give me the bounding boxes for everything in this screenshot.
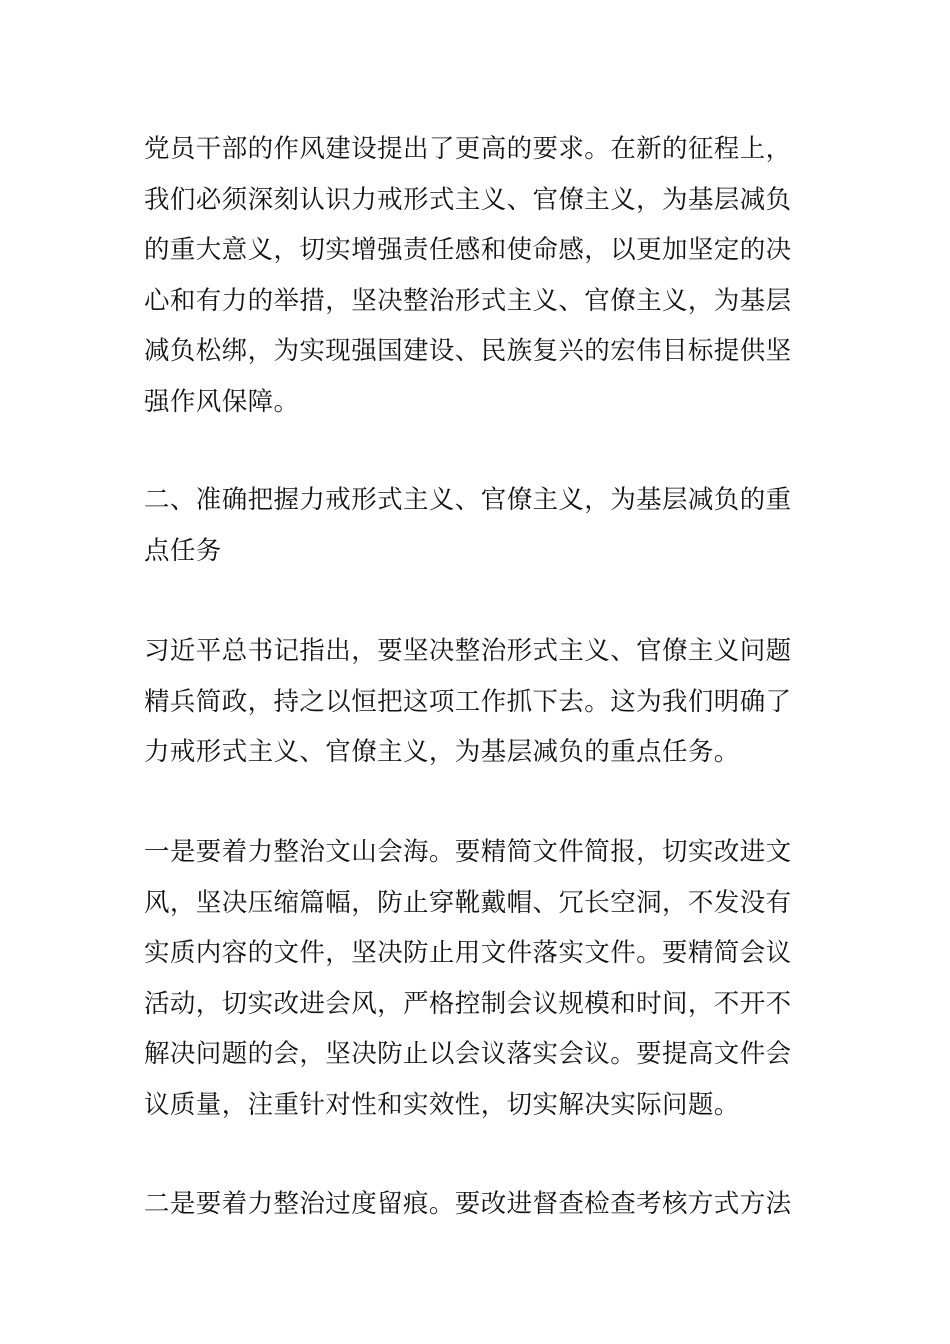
text-line: 精兵简政，持之以恒把这项工作抓下去。这为我们明确了 [144,686,792,717]
text-line: 减负松绑，为实现强国建设、民族复兴的宏伟目标提供坚 [144,336,792,367]
text-line: 议质量，注重针对性和实效性，切实解决实际问题。 [144,1089,740,1120]
text-line: 活动，切实改进会风，严格控制会议规模和时间，不开不 [144,988,792,1019]
paragraph-excessive-traces [144,1179,806,1230]
heading-line: 点任务 [144,535,222,566]
text-line: 力戒形式主义、官僚主义，为基层减负的重点任务。 [144,737,740,768]
section-heading [144,475,806,576]
text-line: 解决问题的会，坚决防止以会议落实会议。要提高文件会 [144,1039,792,1070]
paragraph-meetings-documents [144,827,806,1131]
text-line: 心和有力的举措，坚决整治形式主义、官僚主义，为基层 [144,285,792,316]
text-line: 我们必须深刻认识力戒形式主义、官僚主义，为基层减负 [144,184,792,215]
text-line: 党员干部的作风建设提出了更高的要求。在新的征程上， [144,134,792,164]
text-line: 风，坚决压缩篇幅，防止穿靴戴帽、冗长空洞，不发没有 [144,887,792,918]
text-line: 实质内容的文件，坚决防止用文件落实文件。要精简会议 [144,938,792,969]
text-line: 一是要着力整治文山会海。要精简文件简报，切实改进文 [144,837,792,867]
text-line: 习近平总书记指出，要坚决整治形式主义、官僚主义问题 [144,636,792,666]
text-line: 二是要着力整治过度留痕。要改进督查检查考核方式方法 [144,1189,792,1219]
text-line: 强作风保障。 [144,386,300,417]
text-line: 的重大意义，切实增强责任感和使命感，以更加坚定的决 [144,235,792,266]
paragraph-key-tasks [144,626,806,778]
paragraph-party-style [144,124,806,428]
heading-line: 二、准确把握力戒形式主义、官僚主义，为基层减负的重 [144,485,792,515]
